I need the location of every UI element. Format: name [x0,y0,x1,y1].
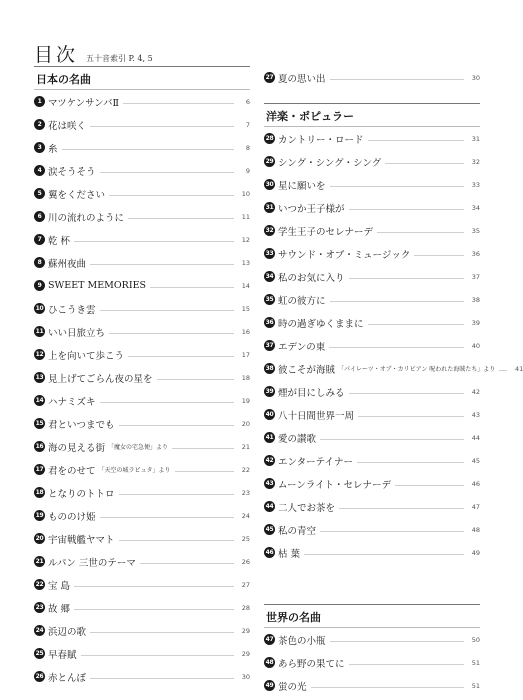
entry-page-number: 29 [241,649,250,658]
toc-entry[interactable] [264,472,480,495]
dotted-leader [109,195,234,196]
entry-title: 故 郷 [48,603,71,615]
entry-page-number: 27 [241,580,250,589]
entry-page-number: 25 [241,534,250,543]
entry-page-number: 7 [245,120,250,129]
entry-page-number: 37 [471,272,480,281]
entry-title: 学生王子のセレナーデ [278,226,374,238]
section-heading: 日本の名曲 [34,66,250,90]
toc-entry[interactable] [34,619,250,642]
dotted-leader [330,301,464,302]
toc-entry[interactable] [34,320,250,343]
toc-entry[interactable] [264,219,480,242]
page-title: 目次 [34,44,79,66]
entry-title: いい日旅立ち [48,327,106,339]
dotted-leader [81,655,234,656]
entry-page-number: 20 [241,419,250,428]
dotted-leader [349,393,464,394]
dotted-leader [349,664,464,665]
entry-title: シング・シング・シング [278,157,382,169]
toc-entry[interactable] [34,389,250,412]
entry-number-badge: 20 [35,535,44,542]
entry-page-number: 32 [471,157,480,166]
entry-page-number: 41 [514,364,523,373]
toc-entry[interactable] [264,196,480,219]
entry-title: 海の見える街 [48,442,106,454]
dotted-leader [320,439,464,440]
entry-page-number: 19 [241,396,250,405]
dotted-leader [499,370,507,371]
entry-page-number: 49 [471,548,480,557]
toc-entry[interactable] [264,242,480,265]
entry-page-number: 18 [241,373,250,382]
section-heading: 洋楽・ポピュラー [264,103,480,127]
entry-number-badge: 36 [265,319,274,326]
entry-page-number: 23 [241,488,250,497]
toc-entry[interactable] [34,274,250,297]
toc-entry[interactable] [34,343,250,366]
toc-entry[interactable] [34,596,250,619]
entry-page-number: 6 [245,97,250,106]
dotted-leader [175,471,234,472]
entry-list [264,628,480,697]
entry-title: 煙が目にしみる [278,387,345,399]
toc-entry[interactable] [34,136,250,159]
dotted-leader [140,563,234,564]
dotted-leader [172,448,234,449]
toc-entry[interactable] [264,173,480,196]
toc-entry[interactable] [264,449,480,472]
toc-entry[interactable] [34,159,250,182]
dotted-leader [128,218,234,219]
toc-entry[interactable] [34,228,250,251]
toc-entry[interactable] [34,297,250,320]
section-heading: 世界の名曲 [264,604,480,628]
entry-number-badge: 7 [34,234,45,245]
entry-title: 星に願いを [278,180,326,192]
entry-page-number: 51 [471,658,480,667]
toc-entry[interactable] [264,426,480,449]
entry-page-number: 44 [471,433,480,442]
toc-entry[interactable] [34,481,250,504]
entry-title: 私の青空 [278,525,317,537]
toc-entry[interactable] [34,113,250,136]
entry-page-number: 24 [241,511,250,520]
entry-title: ひこうき雲 [48,304,96,316]
entry-page-number: 30 [471,73,480,82]
dotted-leader [377,232,464,233]
dotted-leader [330,186,464,187]
entry-title: 二人でお茶を [278,502,336,514]
entry-number-badge: 43 [265,480,274,487]
entry-page-number: 17 [241,350,250,359]
dotted-leader [368,140,464,141]
dotted-leader [90,632,234,633]
entry-page-number: 46 [471,479,480,488]
entry-number-badge: 49 [265,682,274,689]
entry-page-number: 40 [471,341,480,350]
entry-title: 愛の讃歌 [278,433,317,445]
entry-number-badge: 22 [35,581,44,588]
entry-list [34,90,250,688]
dotted-leader [395,485,464,486]
right-column [264,66,523,697]
entry-number-badge: 44 [265,503,274,510]
toc-entry[interactable] [264,628,480,651]
toc-entry[interactable] [264,518,480,541]
toc-entry[interactable] [264,357,523,380]
entry-number-badge: 35 [265,296,274,303]
entry-title: 赤とんぼ [48,672,87,684]
entry-page-number: 48 [471,525,480,534]
dotted-leader [100,517,234,518]
entry-page-number: 50 [471,635,480,644]
entry-number-badge: 26 [35,673,44,680]
toc-entry[interactable] [264,334,480,357]
dotted-leader [330,641,464,642]
dotted-leader [414,255,464,256]
entry-number-badge: 29 [265,158,274,165]
entry-number-badge: 37 [265,342,274,349]
dotted-leader [311,687,464,688]
entry-number-badge: 47 [265,636,274,643]
entry-number-badge: 10 [35,305,44,312]
entry-title: 宝 島 [48,580,71,592]
entry-note: 「魔女の宅急便」より [108,444,169,451]
toc-entry[interactable] [264,403,480,426]
entry-page-number: 13 [241,258,250,267]
entry-page-number: 21 [241,442,250,451]
entry-title: 君といつまでも [48,419,115,431]
entry-number-badge: 21 [35,558,44,565]
entry-title: 早春賦 [48,649,77,661]
dotted-leader [330,79,464,80]
toc-entry[interactable] [34,90,250,113]
dotted-leader [119,425,234,426]
toc-entry[interactable] [34,642,250,665]
dotted-leader [123,103,234,104]
entry-title: もののけ姫 [48,511,96,523]
toc-entry[interactable] [34,205,250,228]
dotted-leader [150,287,234,288]
entry-number-badge: 27 [265,74,274,81]
entry-number-badge: 31 [265,204,274,211]
toc-entry[interactable] [264,150,480,173]
toc-entry[interactable] [34,665,250,688]
entry-title: 虹の彼方に [278,295,326,307]
dotted-leader [349,209,464,210]
index-reference: 五十音索引 P. 4, 5 [86,54,153,63]
toc-entry[interactable] [34,458,250,481]
entry-page-number: 12 [241,235,250,244]
entry-page-number: 45 [471,456,480,465]
dotted-leader [157,379,234,380]
dotted-leader [100,172,234,173]
toc-entry[interactable] [264,495,480,518]
entry-page-number: 11 [241,212,250,221]
dotted-leader [62,149,234,150]
entry-number-badge: 41 [265,434,274,441]
entry-number-badge: 8 [34,257,45,268]
entry-page-number: 38 [471,295,480,304]
toc-entry[interactable] [264,265,480,288]
entry-number-badge: 3 [34,142,45,153]
toc-entry[interactable] [264,66,480,89]
toc-entry[interactable] [264,311,480,334]
entry-title: 茶色の小瓶 [278,635,326,647]
toc-section [264,604,480,697]
continued-entry-list [264,66,480,89]
dotted-leader [90,678,234,679]
entry-page-number: 15 [241,304,250,313]
entry-note: 「天空の城ラピュタ」より [98,467,171,474]
entry-title: 糸 [48,143,58,155]
entry-number-badge: 24 [35,627,44,634]
dotted-leader [320,531,464,532]
entry-number-badge: 17 [35,466,44,473]
entry-number-badge: 2 [34,119,45,130]
dotted-leader [100,402,234,403]
entry-title: 川の流れのように [48,212,125,224]
entry-title: マツケンサンバⅡ [48,97,119,109]
dotted-leader [119,540,234,541]
entry-number-badge: 11 [35,328,44,335]
entry-number-badge: 19 [35,512,44,519]
toc-entry[interactable] [264,541,480,564]
entry-title: 八十日間世界一周 [278,410,355,422]
entry-page-number: 51 [471,681,480,690]
entry-page-number: 39 [471,318,480,327]
entry-title: 夏の思い出 [278,73,326,85]
entry-title: 彼こそが海賊 [278,364,336,376]
dotted-leader [349,278,464,279]
entry-page-number: 22 [241,465,250,474]
toc-entry[interactable] [34,504,250,527]
entry-page-number: 16 [241,327,250,336]
toc-entry[interactable] [34,550,250,573]
entry-number-badge: 42 [265,457,274,464]
entry-title: 花は咲く [48,120,87,132]
entry-number-badge: 38 [265,365,274,372]
entry-title: ルパン 三世のテーマ [48,557,136,569]
entry-page-number: 26 [241,557,250,566]
dotted-leader [128,356,234,357]
entry-number-badge: 40 [265,411,274,418]
entry-title: 私のお気に入り [278,272,345,284]
entry-title: 上を向いて歩こう [48,350,125,362]
entry-title: 宇宙戦艦ヤマト [48,534,115,546]
dotted-leader [304,554,464,555]
entry-title: 蘇州夜曲 [48,258,87,270]
entry-title: あら野の果てに [278,658,345,670]
toc-entry[interactable] [34,251,250,274]
entry-number-badge: 6 [34,211,45,222]
dotted-leader [357,462,464,463]
entry-title: 蛍の光 [278,681,307,693]
toc-entry[interactable] [34,366,250,389]
entry-title: となりのトトロ [48,488,115,500]
dotted-leader [74,241,234,242]
entry-page-number: 34 [471,203,480,212]
dotted-leader [339,508,464,509]
entry-number-badge: 46 [265,549,274,556]
dotted-leader [119,494,234,495]
entry-title: エデンの東 [278,341,326,353]
entry-number-badge: 33 [265,250,274,257]
entry-note: 「パイレーツ・オブ・カリビアン 呪われた海賊たち」より [338,366,496,373]
entry-number-badge: 18 [35,489,44,496]
toc-entry[interactable] [34,182,250,205]
entry-page-number: 42 [471,387,480,396]
entry-number-badge: 9 [34,280,45,291]
entry-title: 時の過ぎゆくままに [278,318,364,330]
entry-title: サウンド・オブ・ミュージック [278,249,411,261]
entry-page-number: 14 [241,281,250,290]
toc-entry[interactable] [34,412,250,435]
entry-title: 見上げてごらん夜の星を [48,373,153,385]
entry-title: 枯 葉 [278,548,301,560]
entry-page-number: 28 [241,603,250,612]
entry-title: ムーンライト・セレナーデ [278,479,392,491]
entry-page-number: 30 [241,672,250,681]
left-column [34,66,250,688]
toc-entry[interactable] [264,288,480,311]
entry-number-badge: 23 [35,604,44,611]
dotted-leader [74,586,234,587]
entry-title: 君をのせて [48,465,96,477]
entry-number-badge: 5 [34,188,45,199]
entry-number-badge: 1 [34,96,45,107]
entry-title: SWEET MEMORIES [48,280,147,291]
entry-number-badge: 25 [35,650,44,657]
entry-page-number: 36 [471,249,480,258]
dotted-leader [90,264,234,265]
entry-number-badge: 28 [265,135,274,142]
entry-page-number: 8 [245,143,250,152]
entry-number-badge: 45 [265,526,274,533]
entry-list [264,127,523,564]
entry-title: エンターテイナー [278,456,353,468]
entry-page-number: 10 [241,189,250,198]
entry-page-number: 33 [471,180,480,189]
entry-title: 乾 杯 [48,235,71,247]
dotted-leader [358,416,464,417]
entry-title: 翼をください [48,189,106,201]
dotted-leader [368,324,464,325]
dotted-leader [109,333,234,334]
entry-page-number: 9 [245,166,250,175]
entry-title: いつか王子様が [278,203,345,215]
entry-number-badge: 48 [265,659,274,666]
toc-entry[interactable] [34,435,250,458]
entry-number-badge: 12 [35,351,44,358]
entry-page-number: 47 [471,502,480,511]
dotted-leader [90,126,234,127]
entry-page-number: 35 [471,226,480,235]
dotted-leader [329,347,464,348]
entry-number-badge: 39 [265,388,274,395]
entry-number-badge: 15 [35,420,44,427]
entry-number-badge: 13 [35,374,44,381]
entry-title: 浜辺の歌 [48,626,87,638]
entry-page-number: 31 [471,134,480,143]
entry-number-badge: 30 [265,181,274,188]
toc-entry[interactable] [34,573,250,596]
entry-page-number: 29 [241,626,250,635]
entry-number-badge: 16 [35,443,44,450]
toc-header [34,40,153,66]
entry-number-badge: 32 [265,227,274,234]
toc-entry[interactable] [264,127,480,150]
dotted-leader [385,163,464,164]
dotted-leader [100,310,234,311]
entry-title: カントリー・ロード [278,134,364,146]
toc-section [34,66,250,688]
toc-entry[interactable] [34,527,250,550]
entry-title: ハナミズキ [48,396,96,408]
toc-entry[interactable] [264,651,480,674]
toc-entry[interactable] [264,380,480,403]
toc-section [264,103,523,564]
entry-number-badge: 4 [34,165,45,176]
entry-number-badge: 14 [35,397,44,404]
toc-entry[interactable] [264,674,480,697]
entry-page-number: 43 [471,410,480,419]
entry-title: 涙そうそう [48,166,96,178]
entry-number-badge: 34 [265,273,274,280]
dotted-leader [74,609,234,610]
